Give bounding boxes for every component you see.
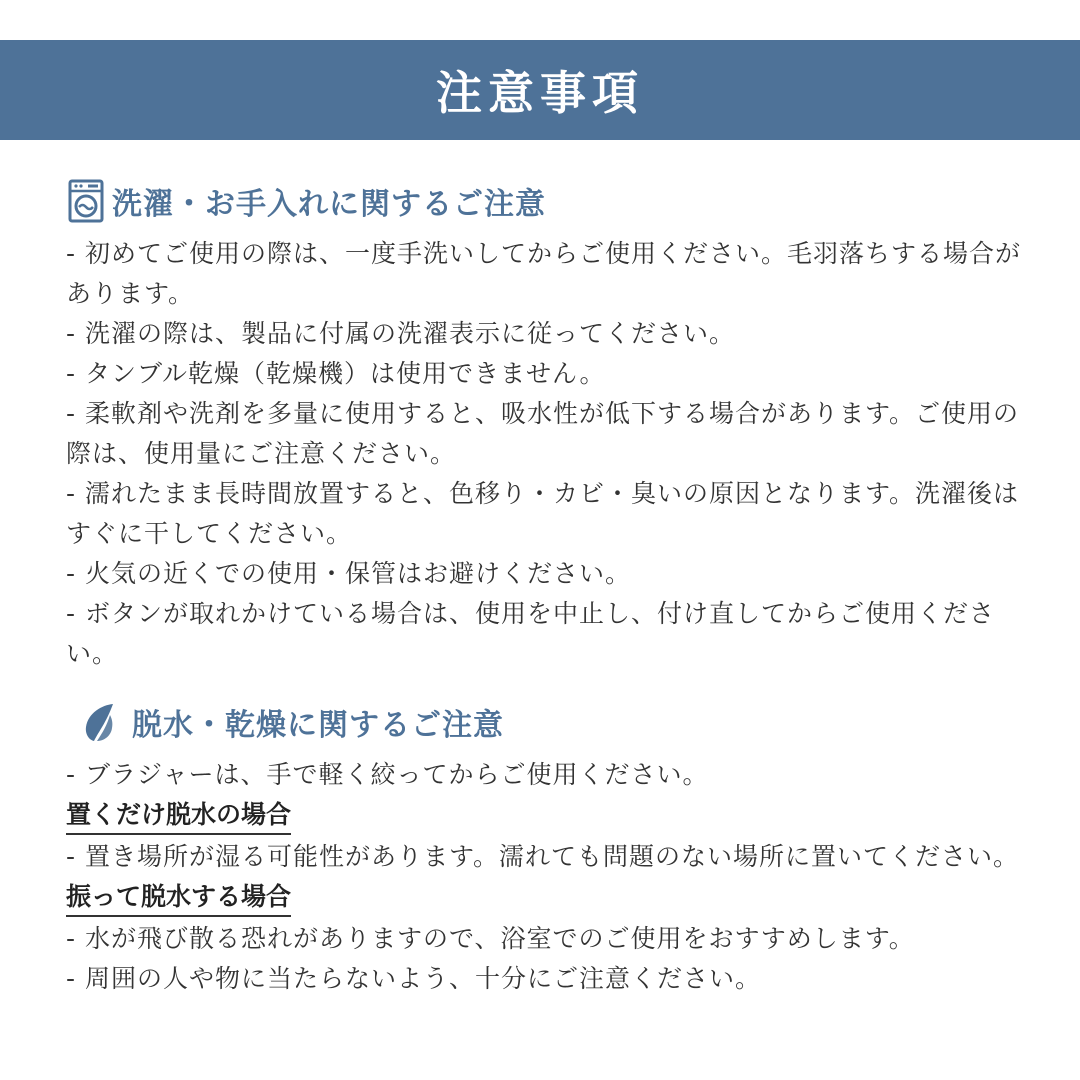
section-heading: [66, 697, 1026, 747]
washing-machine-icon: [66, 178, 106, 224]
section-title: 脱水・乾燥に関するご注意: [132, 708, 504, 743]
washing-care-section: [66, 176, 1026, 674]
notice-line: - 火気の近くでの使用・保管はお避けください。: [66, 559, 631, 588]
water-drop-icon: [80, 699, 120, 745]
header-banner: [0, 40, 1080, 140]
notice-line: - タンブル乾燥（乾燥機）は使用できません。: [66, 359, 606, 388]
page-title: 注意事項: [436, 66, 644, 120]
subsection-heading: 置くだけ脱水の場合: [66, 797, 291, 835]
section-title: 洗濯・お手入れに関するご注意: [112, 187, 546, 222]
notice-line: - 初めてご使用の際は、一度手洗いしてからご使用ください。毛羽落ちする場合があります。: [66, 239, 1021, 308]
notice-line: - 周囲の人や物に当たらないよう、十分にご注意ください。: [66, 964, 761, 993]
notice-line: - 水が飛び散る恐れがありますので、浴室でのご使用をおすすめします。: [66, 924, 915, 953]
notice-line: - 洗濯の際は、製品に付属の洗濯表示に従ってください。: [66, 319, 735, 348]
dewatering-drying-section: [66, 697, 1026, 999]
notice-line: - 濡れたまま長時間放置すると、色移り・カビ・臭いの原因となります。洗濯後はすぐに干してください。: [66, 479, 1019, 548]
notice-line: - 柔軟剤や洗剤を多量に使用すると、吸水性が低下する場合があります。ご使用の際は、使用量にご注意ください。: [66, 399, 1019, 468]
notice-line: - 置き場所が湿る可能性があります。濡れても問題のない場所に置いてください。: [66, 842, 1019, 871]
notice-line: - ボタンが取れかけている場合は、使用を中止し、付け直してからご使用ください。: [66, 599, 995, 668]
section-heading: [66, 176, 1026, 226]
subsection-heading: 振って脱水する場合: [66, 879, 291, 917]
notice-line: - ブラジャーは、手で軽く絞ってからご使用ください。: [66, 760, 709, 789]
